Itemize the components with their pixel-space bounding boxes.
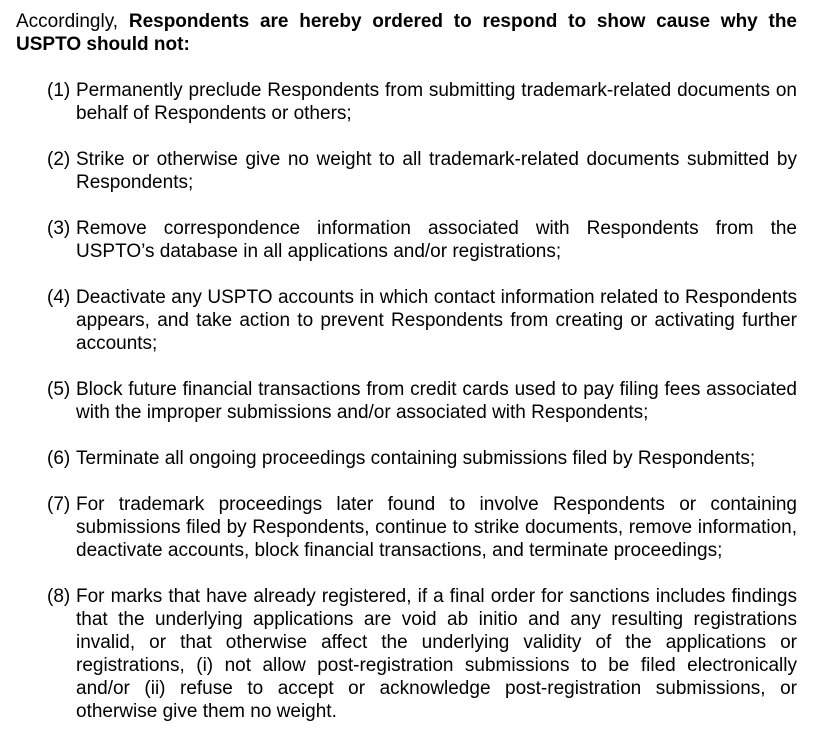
intro-lead-text: Accordingly,	[16, 11, 129, 32]
list-item-number: (5)	[47, 379, 71, 400]
list-item-text: For marks that have already registered, if a final order for sanctions includes findings that the underlying applications are void ab initio and any resulting registrations invalid, or that otherwise affect the underlying validity of the applications or registrations, (i) not allow post-registration submissions to be filed electronically and/or (ii) refuse to accept or acknowledge post-registration submissions, or otherwise give them no weight.	[76, 586, 797, 722]
list-item	[16, 378, 797, 424]
list-item-text: Deactivate any USPTO accounts in which contact information related to Respondents appears, and take action to prevent Respondents from creating or activating further accounts;	[76, 287, 797, 354]
list-item-number: (6)	[47, 448, 71, 469]
list-item	[16, 217, 797, 263]
document-page	[16, 10, 797, 746]
list-item-number: (8)	[47, 586, 71, 607]
list-item-text: Strike or otherwise give no weight to all trademark-related documents submitted by Respondents;	[76, 149, 797, 193]
list-item-number: (7)	[47, 494, 71, 515]
list-item-number: (4)	[47, 287, 71, 308]
list-item	[16, 493, 797, 562]
list-item	[16, 148, 797, 194]
list-item-number: (3)	[47, 218, 71, 239]
list-item	[16, 585, 797, 723]
order-list	[16, 79, 797, 723]
list-item-number: (2)	[47, 149, 71, 170]
list-item-number: (1)	[47, 80, 71, 101]
intro-bold-text: Respondents are hereby ordered to respond to show cause why the USPTO should not:	[16, 11, 797, 55]
list-item-text: Remove correspondence information associated with Respondents from the USPTO’s database in all applications and/or registrations;	[76, 218, 797, 262]
list-item-text: Permanently preclude Respondents from submitting trademark-related documents on behalf of Respondents or others;	[76, 80, 797, 124]
list-item-text: Terminate all ongoing proceedings containing submissions filed by Respondents;	[76, 448, 756, 469]
list-item	[16, 79, 797, 125]
list-item-text: For trademark proceedings later found to involve Respondents or containing submissions filed by Respondents, continue to strike documents, remove information, deactivate accounts, block financial transactions, and terminate proceedings;	[76, 494, 797, 561]
list-item	[16, 447, 797, 470]
list-item-text: Block future financial transactions from credit cards used to pay filing fees associated with the improper submissions and/or associated with Respondents;	[76, 379, 797, 423]
intro-paragraph	[16, 10, 797, 56]
list-item	[16, 286, 797, 355]
